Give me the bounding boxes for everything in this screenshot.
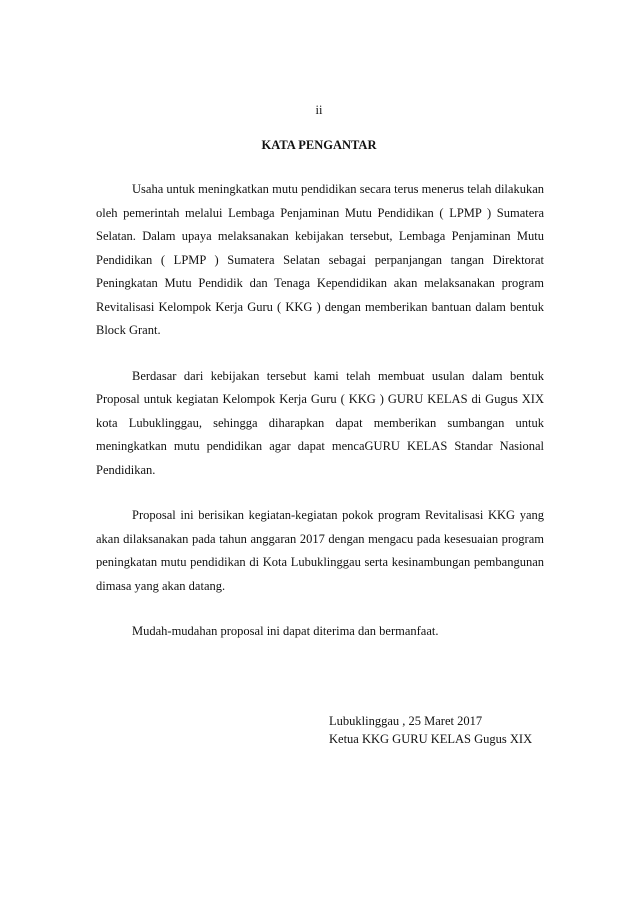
signature-block — [329, 712, 532, 748]
signature-position: Ketua KKG GURU KELAS Gugus XIX — [329, 732, 533, 746]
paragraph-2: Berdasar dari kebijakan tersebut kami telah membuat usulan dalam bentuk Proposal untuk kegiatan Kelompok Kerja Guru ( KKG ) GURU KELAS di Gugus XIX kota Lubuklinggau, sehingga diharapkan dapat memberikan sumbangan untuk meningkatkan mutu pendidikan agar dapat mencaGURU KELAS Standar Nasional Pendidikan. — [96, 368, 544, 477]
paragraph-3: Proposal ini berisikan kegiatan-kegiatan pokok program Revitalisasi KKG yang akan dilaksanakan pada tahun anggaran 2017 dengan mengacu pada kesesuaian program peningkatan mutu pendidikan di Kota Lubuklinggau serta kesinambungan pembangunan dimasa yang akan datang. — [96, 508, 544, 593]
body-text — [96, 178, 544, 666]
page-number: ii — [315, 103, 323, 117]
paragraph-4: Mudah-mudahan proposal ini dapat diterima dan bermanfaat. — [132, 624, 439, 638]
signature-place-date: Lubuklinggau , 25 Maret 2017 — [329, 714, 483, 728]
page-title: KATA PENGANTAR — [261, 138, 377, 152]
paragraph-1: Usaha untuk meningkatkan mutu pendidikan secara terus menerus telah dilakukan oleh pemerintah melalui Lembaga Penjaminan Mutu Pendidikan ( LPMP ) Sumatera Selatan. Dalam upaya melaksanakan kebijakan tersebut, Lembaga Penjaminan Mutu Pendidikan ( LPMP ) Sumatera Selatan sebagai perpanjangan tangan Direktorat Peningkatan Mutu Pendidik dan Tenaga Kependidikan akan melaksanakan program Revitalisasi Kelompok Kerja Guru ( KKG ) dengan memberikan bantuan dalam bentuk Block Grant. — [96, 182, 544, 337]
